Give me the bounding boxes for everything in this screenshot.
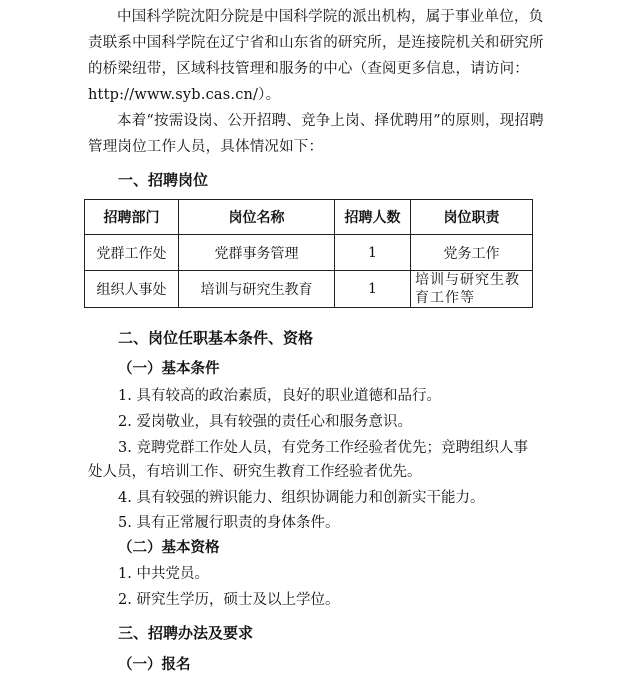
table-row bbox=[85, 235, 533, 271]
list-item: 2. 爱岗敬业，具有较强的责任心和服务意识。 bbox=[118, 414, 412, 430]
table-cell: 党群工作处 bbox=[85, 235, 179, 271]
table-header-cell: 招聘部门 bbox=[85, 200, 179, 235]
list-item: 1. 具有较高的政治素质，良好的职业道德和品行。 bbox=[118, 388, 441, 404]
list-item: 1. 中共党员。 bbox=[118, 566, 209, 582]
intro-paragraph: 中国科学院沈阳分院是中国科学院的派出机构，属于事业单位，负责联系中国科学院在辽宁省和山东省的研究所，是连接院机关和研究所的桥梁纽带，区域科技管理和服务的中心（查阅更多信息，请访问：http://www.syb.cas.cn/）。 bbox=[88, 9, 544, 103]
list-item-continuation: 处人员，有培训工作、研究生教育工作经验者优先。 bbox=[88, 464, 422, 480]
table-header-cell: 招聘人数 bbox=[335, 200, 411, 235]
subsection-basic-qualifications: （二）基本资格 bbox=[118, 539, 220, 556]
table-cell: 党群事务管理 bbox=[179, 235, 335, 271]
table-row bbox=[85, 271, 533, 308]
jobs-table bbox=[84, 199, 533, 308]
table-cell: 1 bbox=[335, 271, 411, 308]
section-3-heading: 三、招聘办法及要求 bbox=[118, 624, 254, 642]
section-1-heading: 一、招聘岗位 bbox=[118, 171, 209, 189]
table-cell: 1 bbox=[335, 235, 411, 271]
intro-paragraph-2: 本着“按需设岗、公开招聘、竞争上岗、择优聘用”的原则，现招聘管理岗位工作人员，具体情况如下： bbox=[88, 113, 544, 155]
table-cell: 培训与研究生教育 bbox=[179, 271, 335, 308]
table-header-cell: 岗位名称 bbox=[179, 200, 335, 235]
subsection-registration: （一）报名 bbox=[118, 656, 191, 673]
subsection-basic-conditions: （一）基本条件 bbox=[118, 360, 220, 377]
list-item: 4. 具有较强的辨识能力、组织协调能力和创新实干能力。 bbox=[118, 490, 485, 506]
table-cell: 党务工作 bbox=[411, 235, 533, 271]
table-header-row bbox=[85, 200, 533, 235]
table-header-cell: 岗位职责 bbox=[411, 200, 533, 235]
section-2-heading: 二、岗位任职基本条件、资格 bbox=[118, 329, 314, 347]
list-item: 2. 研究生学历，硕士及以上学位。 bbox=[118, 592, 340, 608]
list-item: 5. 具有正常履行职责的身体条件。 bbox=[118, 515, 340, 531]
table-cell: 组织人事处 bbox=[85, 271, 179, 308]
table-cell: 培训与研究生教育工作等 bbox=[411, 271, 533, 308]
list-item: 3. 竞聘党群工作处人员，有党务工作经验者优先；竞聘组织人事 bbox=[118, 440, 528, 456]
